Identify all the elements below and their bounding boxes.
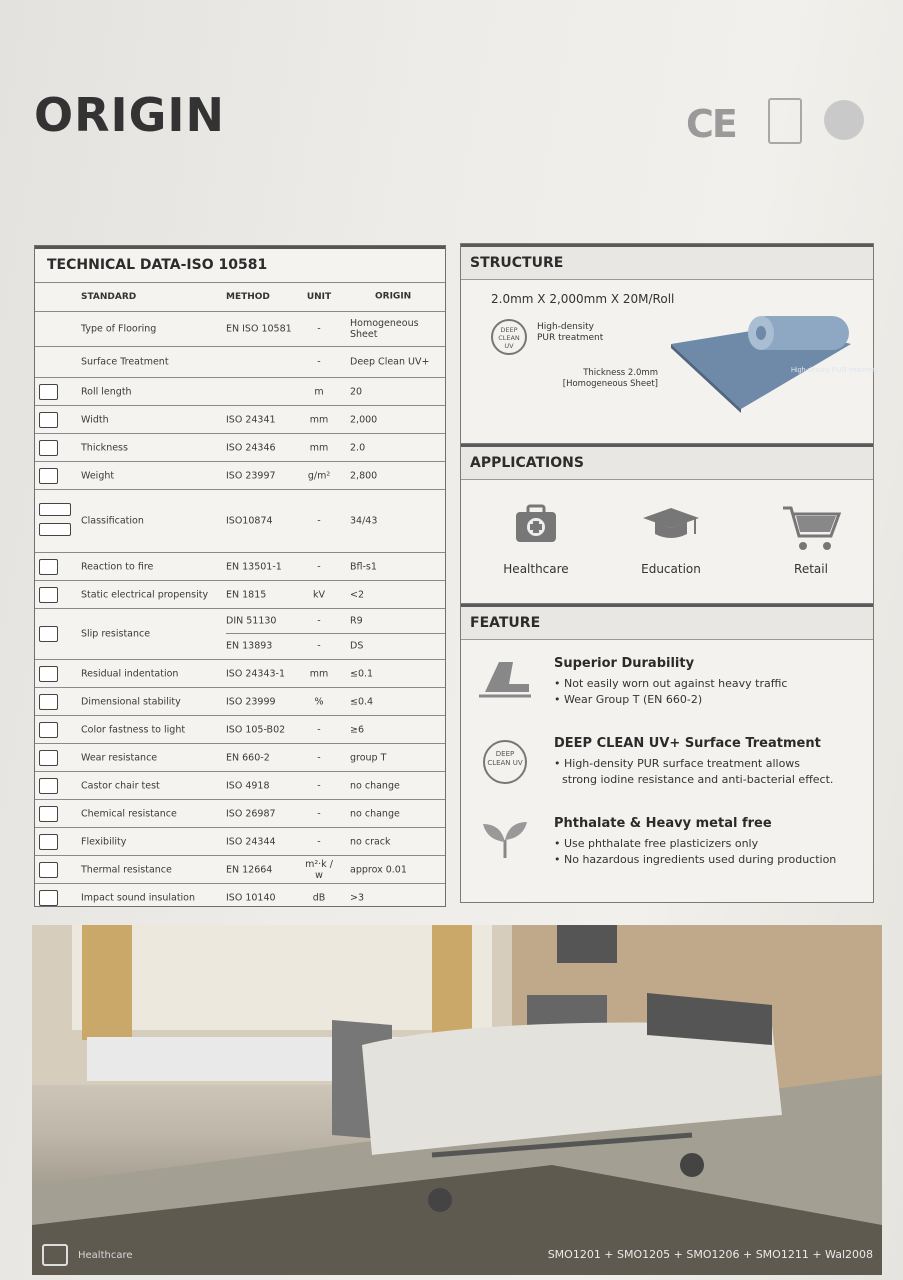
feature-heading: DEEP CLEAN UV+ Surface Treatment: [554, 736, 821, 751]
dimension-icon: [39, 694, 58, 710]
table-row: [35, 378, 445, 406]
row-value: 2.0: [350, 442, 366, 453]
table-row: [35, 856, 445, 884]
row-value: >3: [350, 892, 365, 903]
row-value: no change: [350, 780, 400, 791]
technical-data-title: TECHNICAL DATA-ISO 10581: [35, 246, 445, 283]
product-title: ORIGIN: [34, 88, 226, 142]
hospital-room-illustration: [32, 925, 882, 1275]
hospital-room-photo: [32, 925, 882, 1275]
row-method: ISO10874: [226, 515, 273, 527]
structure-panel: [460, 243, 879, 445]
roll-pur-label: High-density PUR treatment: [791, 367, 879, 374]
flexibility-icon: [39, 834, 58, 850]
feature-line: • Not easily worn out against heavy traffic: [554, 677, 788, 690]
pur-treatment-label: High-density PUR treatment: [537, 322, 604, 343]
product-codes: SMO1201 + SMO1205 + SMO1206 + SMO1211 + Wal2008: [547, 1248, 873, 1261]
row-method: ISO 24343-1: [226, 668, 286, 679]
row-standard: Type of Flooring: [81, 323, 157, 335]
width-icon: [39, 412, 58, 428]
row-value: Bfl-s1: [350, 561, 377, 572]
feature-line: strong iodine resistance and anti-bacterial effect.: [562, 773, 834, 786]
structure-title: STRUCTURE: [461, 244, 873, 280]
row-standard: Dimensional stability: [81, 696, 181, 707]
table-row: [35, 688, 445, 716]
feature-heading: Phthalate & Heavy metal free: [554, 816, 772, 831]
row-method: EN 660-2: [226, 752, 270, 763]
row-method: EN 13501-1: [226, 561, 282, 572]
row-standard: Impact sound insulation: [81, 892, 196, 903]
roll-length-icon: [39, 384, 58, 400]
row-unit: mm: [309, 442, 329, 453]
feature-line: • No hazardous ingredients used during production: [554, 853, 837, 866]
slip-subrow: [226, 609, 445, 634]
row-unit: -: [317, 615, 321, 627]
row-method: ISO 24344: [226, 836, 276, 847]
slip-icon: [39, 626, 58, 642]
table-row: [35, 800, 445, 828]
row-unit: mm: [309, 668, 329, 679]
header-standard: STANDARD: [81, 292, 137, 302]
row-unit: dB: [312, 892, 326, 903]
row-unit: -: [317, 515, 321, 527]
table-row: [35, 660, 445, 688]
table-row: [35, 347, 445, 378]
row-unit: g/m²: [307, 470, 331, 481]
shopping-cart-icon: [781, 504, 841, 554]
table-row: [35, 312, 445, 347]
row-unit: -: [317, 724, 321, 735]
row-unit: -: [317, 752, 321, 763]
healthcare-small-icon: [42, 1244, 68, 1266]
application-education: [611, 504, 731, 576]
row-value: <2: [350, 589, 365, 600]
fire-icon: [39, 559, 58, 575]
row-standard: Roll length: [81, 386, 132, 397]
classification-icon: [39, 523, 71, 536]
row-standard: Wear resistance: [81, 752, 158, 763]
row-method: ISO 24341: [226, 414, 276, 425]
row-unit: -: [317, 808, 321, 819]
vinyl-roll-illustration: [661, 314, 879, 409]
row-standard: Flexibility: [81, 836, 127, 847]
row-method: EN 13893: [226, 640, 273, 652]
sheet-label: [Homogeneous Sheet]: [562, 379, 658, 389]
table-row: [35, 772, 445, 800]
row-value: 34/43: [350, 515, 378, 527]
row-unit: -: [317, 561, 321, 572]
row-value: group T: [350, 752, 387, 763]
application-label: Education: [641, 562, 701, 576]
row-standard: Slip resistance: [81, 628, 151, 640]
row-value: Deep Clean UV+: [350, 356, 430, 368]
wear-icon: [39, 750, 58, 766]
row-unit: -: [317, 780, 321, 791]
castor-chair-icon: [39, 778, 58, 794]
row-value: no crack: [350, 836, 391, 847]
header-origin: ORIGIN: [375, 291, 412, 302]
table-row: [35, 406, 445, 434]
table-row: [35, 553, 445, 581]
row-unit: %: [314, 696, 324, 707]
table-row: [35, 744, 445, 772]
slip-subrow: [226, 634, 445, 658]
deep-clean-uv-icon: DEEP CLEAN UV: [483, 740, 527, 784]
thickness-icon: [39, 440, 58, 456]
header-method: METHOD: [226, 292, 270, 302]
weight-icon: [39, 468, 58, 484]
row-method: ISO 10140: [226, 892, 276, 903]
light-icon: [39, 722, 58, 738]
row-unit: -: [317, 356, 321, 368]
row-method: ISO 26987: [226, 808, 276, 819]
row-unit: kV: [312, 589, 325, 600]
row-unit: m²·k / w: [305, 858, 333, 881]
row-value: R9: [350, 615, 363, 627]
static-electric-icon: [39, 587, 58, 603]
row-method: ISO 24346: [226, 442, 276, 453]
table-row: [35, 462, 445, 490]
row-standard: Surface Treatment: [81, 356, 169, 368]
row-value: approx 0.01: [350, 864, 407, 875]
row-value: ≥6: [350, 724, 365, 735]
first-aid-kit-icon: [512, 504, 560, 544]
row-standard: Reaction to fire: [81, 561, 154, 572]
row-method: ISO 23997: [226, 470, 276, 481]
feature-line: • Use phthalate free plasticizers only: [554, 837, 759, 850]
table-row: [35, 884, 445, 911]
row-value: DS: [350, 640, 364, 652]
row-value: no change: [350, 808, 400, 819]
feature-panel: [460, 603, 874, 903]
row-method: ISO 105-B02: [226, 724, 286, 735]
feature-heading: Superior Durability: [554, 656, 695, 671]
row-method: EN 1815: [226, 589, 267, 600]
row-standard: Classification: [81, 515, 144, 527]
row-value: Homogeneous Sheet: [350, 318, 419, 340]
row-method: ISO 23999: [226, 696, 276, 707]
applications-panel: [460, 443, 874, 605]
photo-caption: Healthcare: [78, 1250, 133, 1261]
thickness-label: Thickness 2.0mm: [583, 368, 658, 378]
technical-data-table: [34, 245, 446, 907]
chemical-icon: [39, 806, 58, 822]
thermal-icon: [39, 862, 58, 878]
table-row: [35, 609, 445, 660]
table-header-row: [35, 283, 445, 312]
applications-title: APPLICATIONS: [461, 444, 873, 480]
row-standard: Weight: [81, 470, 115, 481]
floorscore-icon: [768, 98, 802, 144]
application-retail: [751, 504, 871, 576]
row-standard: Static electrical propensity: [81, 589, 209, 600]
row-method: EN ISO 10581: [226, 323, 292, 335]
application-healthcare: [476, 504, 596, 576]
table-row: [35, 581, 445, 609]
feature-title: FEATURE: [461, 604, 873, 640]
ce-mark-icon: CE: [686, 102, 736, 146]
durability-icon: [479, 654, 531, 698]
classification-icon: [39, 503, 71, 516]
sound-icon: [39, 890, 58, 906]
row-unit: -: [317, 836, 321, 847]
feature-line: • High-density PUR surface treatment allows: [554, 757, 801, 770]
row-unit: -: [317, 640, 321, 652]
roll-dimensions: 2.0mm X 2,000mm X 20M/Roll: [491, 292, 675, 306]
leaf-icon: [479, 818, 531, 862]
row-standard: Width: [81, 414, 109, 425]
deep-clean-uv-icon: DEEP CLEAN UV: [491, 319, 527, 355]
header-unit: UNIT: [306, 292, 332, 302]
certification-logos: [686, 96, 876, 156]
feature-line: • Wear Group T (EN 660-2): [554, 693, 703, 706]
row-unit: -: [317, 323, 321, 335]
row-standard: Color fastness to light: [81, 724, 186, 735]
table-row: [35, 828, 445, 856]
row-value: 2,800: [350, 470, 378, 481]
indentation-icon: [39, 666, 58, 682]
eco-label-icon: [824, 100, 864, 140]
application-label: Healthcare: [503, 562, 569, 576]
row-standard: Residual indentation: [81, 668, 179, 679]
row-standard: Chemical resistance: [81, 808, 177, 819]
row-value: 20: [350, 386, 363, 397]
table-row: [35, 716, 445, 744]
row-value: ≤0.4: [350, 696, 374, 707]
row-standard: Castor chair test: [81, 780, 160, 791]
row-value: ≤0.1: [350, 668, 374, 679]
row-unit: mm: [309, 414, 329, 425]
row-method: ISO 4918: [226, 780, 270, 791]
row-method: EN 12664: [226, 864, 273, 875]
table-row: [35, 490, 445, 553]
row-value: 2,000: [350, 414, 378, 425]
row-standard: Thermal resistance: [81, 864, 172, 875]
row-standard: Thickness: [81, 442, 128, 453]
application-label: Retail: [794, 562, 828, 576]
graduation-cap-icon: [641, 504, 701, 544]
table-row: [35, 434, 445, 462]
row-method: DIN 51130: [226, 615, 277, 627]
row-unit: m: [314, 386, 324, 397]
